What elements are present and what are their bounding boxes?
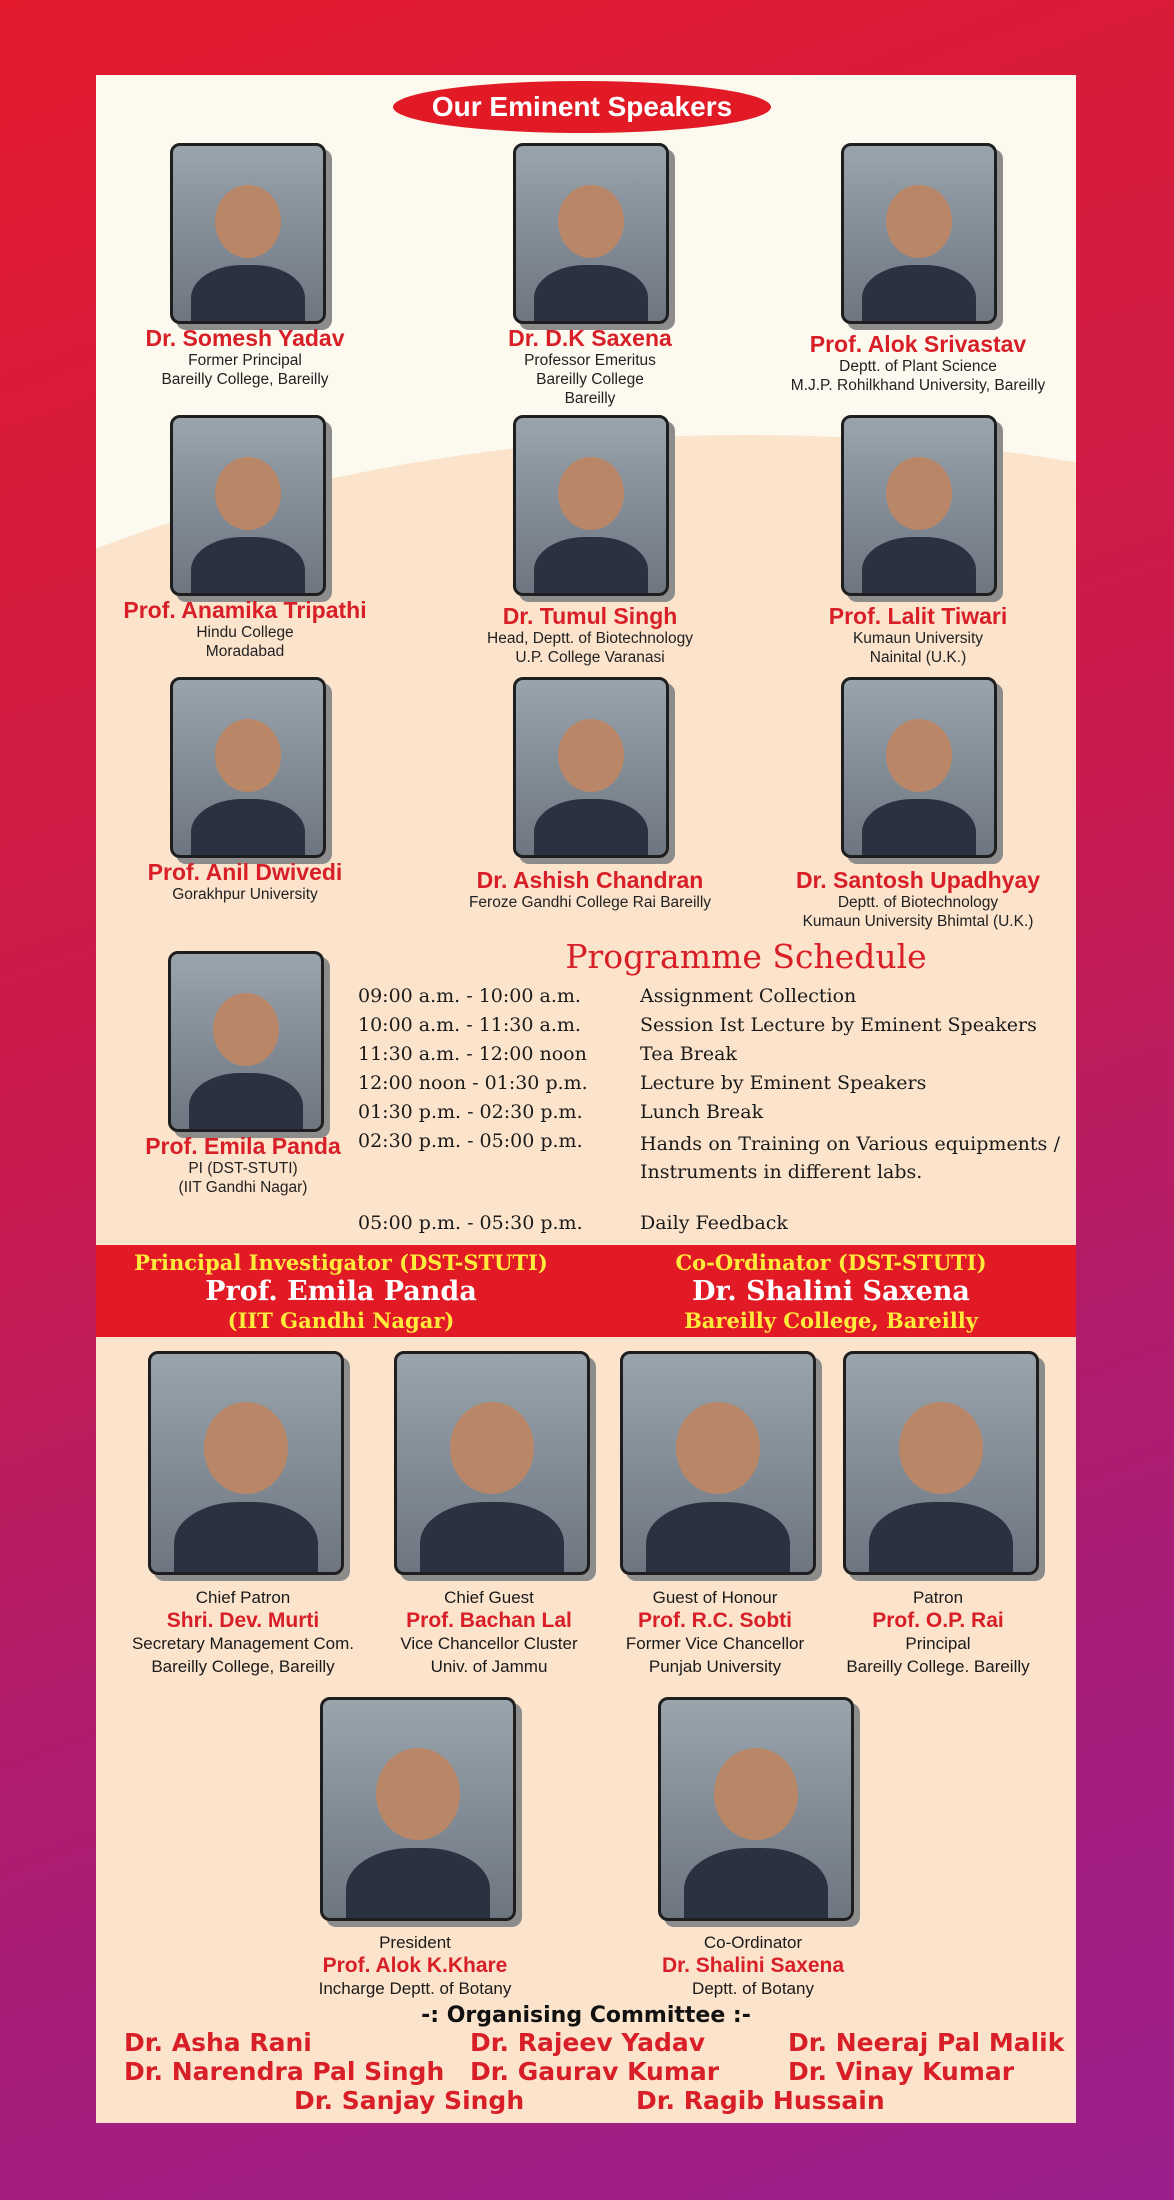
schedule-title: Programme Schedule	[565, 937, 927, 976]
patron-photo	[320, 1697, 516, 1921]
speaker-detail: Professor Emeritus	[524, 352, 656, 369]
speaker-card	[430, 603, 750, 667]
schedule-time: 11:30 a.m. - 12:00 noon	[358, 1043, 587, 1065]
speaker-name: Prof. Lalit Tiwari	[828, 603, 1008, 629]
schedule-activity: Lunch Break	[640, 1101, 764, 1123]
patron-detail: Former Vice Chancellor	[625, 1634, 805, 1653]
patron-card	[823, 1586, 1053, 1678]
speaker-name: Dr. Ashish Chandran	[476, 867, 704, 893]
speaker-photo	[513, 143, 669, 324]
speaker-detail: Gorakhpur University	[172, 886, 318, 903]
pi-org: (IIT Gandhi Nagar)	[227, 1308, 455, 1333]
speaker-detail: (IIT Gandhi Nagar)	[178, 1179, 308, 1196]
committee-member: Dr. Narendra Pal Singh	[124, 2057, 445, 2086]
speaker-card	[758, 331, 1076, 395]
patron-card	[623, 1931, 883, 2000]
co-ordinator	[586, 1249, 1076, 1334]
patron-detail: Bareilly College, Bareilly	[151, 1657, 335, 1676]
schedule-activity: Hands on Training on Various equipments / Instruments in different labs.	[640, 1133, 1060, 1183]
speaker-card	[758, 867, 1076, 931]
speaker-detail: Feroze Gandhi College Rai Bareilly	[468, 894, 712, 911]
speaker-name: Prof. Anil Dwivedi	[147, 859, 343, 885]
patron-photo	[620, 1351, 816, 1575]
speaker-detail: Nainital (U.K.)	[869, 649, 967, 666]
speaker-photo	[168, 951, 324, 1132]
committee-member: Dr. Asha Rani	[124, 2028, 312, 2057]
coordinator-name: Dr. Shalini Saxena	[692, 1276, 970, 1307]
pi-name: Prof. Emila Panda	[205, 1276, 477, 1307]
speaker-photo	[513, 415, 669, 596]
schedule-activity: Tea Break	[640, 1043, 737, 1065]
eminent-speakers-heading: Our Eminent Speakers	[393, 81, 771, 133]
speaker-detail: PI (DST-STUTI)	[188, 1160, 298, 1177]
committee-member: Dr. Neeraj Pal Malik	[788, 2028, 1065, 2057]
patron-name: Prof. R.C. Sobti	[638, 1609, 792, 1632]
coordinator-role: Co-Ordinator (DST-STUTI)	[675, 1250, 987, 1275]
speaker-detail: Deptt. of Biotechnology	[837, 894, 999, 911]
speaker-card	[430, 867, 750, 912]
committee-member: Dr. Rajeev Yadav	[470, 2028, 706, 2057]
schedule-time: 10:00 a.m. - 11:30 a.m.	[358, 1014, 581, 1036]
speaker-photo	[841, 143, 997, 324]
patron-card	[600, 1586, 830, 1678]
patron-detail: Secretary Management Com.	[131, 1634, 355, 1653]
speaker-detail: Kumaun University Bhimtal (U.K.)	[802, 913, 1034, 930]
schedule-time: 12:00 noon - 01:30 p.m.	[358, 1072, 588, 1094]
speaker-name: Prof. Anamika Tripathi	[123, 597, 367, 623]
schedule-time: 02:30 p.m. - 05:00 p.m.	[358, 1130, 583, 1152]
speaker-detail: Bareilly College, Bareilly	[161, 371, 329, 388]
patron-name: Prof. O.P. Rai	[872, 1609, 1004, 1632]
patron-name: Prof. Alok K.Khare	[322, 1954, 508, 1977]
speaker-card	[96, 1133, 403, 1197]
committee-title: -: Organising Committee :-	[421, 2003, 751, 2028]
speaker-detail: U.P. College Varanasi	[515, 649, 665, 666]
investigator-band	[96, 1245, 1076, 1337]
schedule-activity: Lecture by Eminent Speakers	[640, 1072, 927, 1094]
speaker-detail: Bareilly College	[536, 371, 644, 388]
speaker-card	[96, 597, 405, 661]
speaker-photo	[170, 143, 326, 324]
speaker-photo	[841, 415, 997, 596]
speaker-card	[758, 603, 1076, 667]
speaker-photo	[841, 677, 997, 858]
poster-panel	[96, 75, 1076, 2123]
speaker-card	[96, 859, 405, 904]
speaker-detail: Former Principal	[188, 352, 302, 369]
patron-role: Chief Patron	[195, 1588, 291, 1607]
patron-role: Guest of Honour	[652, 1588, 778, 1607]
patron-role: Patron	[912, 1588, 964, 1607]
patron-detail: Incharge Deptt. of Botany	[318, 1979, 512, 1998]
patron-photo	[843, 1351, 1039, 1575]
speaker-name: Dr. Somesh Yadav	[145, 325, 345, 351]
patron-role: Chief Guest	[444, 1588, 534, 1607]
principal-investigator	[96, 1249, 586, 1334]
speaker-detail: Kumaun University	[852, 630, 984, 647]
speaker-photo	[513, 677, 669, 858]
speaker-name: Dr. D.K Saxena	[508, 325, 672, 351]
committee-member: Dr. Gaurav Kumar	[470, 2057, 720, 2086]
committee-member: Dr. Vinay Kumar	[788, 2057, 1015, 2086]
pi-role: Principal Investigator (DST-STUTI)	[134, 1250, 548, 1275]
speaker-detail: Deptt. of Plant Science	[839, 358, 997, 375]
speaker-name: Dr. Santosh Upadhyay	[795, 867, 1041, 893]
patron-role: Co-Ordinator	[703, 1933, 803, 1952]
schedule-activity: Session Ist Lecture by Eminent Speakers	[640, 1014, 1037, 1036]
speaker-name: Prof. Alok Srivastav	[809, 331, 1027, 357]
committee-member: Dr. Ragib Hussain	[636, 2086, 885, 2115]
schedule-activity: Assignment Collection	[640, 985, 857, 1007]
patron-photo	[394, 1351, 590, 1575]
speaker-name: Prof. Emila Panda	[145, 1133, 341, 1159]
speaker-detail: Hindu College	[196, 624, 294, 641]
speaker-name: Dr. Tumul Singh	[502, 603, 678, 629]
patron-card	[285, 1931, 545, 2000]
patron-card	[128, 1586, 358, 1678]
speaker-detail: Head, Deptt. of Biotechnology	[487, 630, 693, 647]
schedule-activity: Daily Feedback	[640, 1212, 788, 1234]
patron-detail: Punjab University	[648, 1657, 782, 1676]
patron-name: Shri. Dev. Murti	[166, 1609, 320, 1632]
patron-detail: Vice Chancellor Cluster	[400, 1634, 578, 1653]
schedule-time: 01:30 p.m. - 02:30 p.m.	[358, 1101, 583, 1123]
coordinator-org: Bareilly College, Bareilly	[684, 1308, 978, 1333]
patron-name: Prof. Bachan Lal	[406, 1609, 572, 1632]
patron-detail: Bareilly College. Bareilly	[846, 1657, 1030, 1676]
speaker-card	[430, 325, 750, 408]
patron-name: Dr. Shalini Saxena	[661, 1954, 845, 1977]
speaker-card	[96, 325, 405, 389]
patron-photo	[658, 1697, 854, 1921]
speaker-photo	[170, 415, 326, 596]
speaker-photo	[170, 677, 326, 858]
patron-card	[374, 1586, 604, 1678]
patron-detail: Principal	[905, 1634, 971, 1653]
speaker-detail: Moradabad	[205, 643, 285, 660]
patron-role: President	[379, 1933, 451, 1952]
schedule-time: 09:00 a.m. - 10:00 a.m.	[358, 985, 581, 1007]
patron-detail: Univ. of Jammu	[430, 1657, 548, 1676]
committee-member: Dr. Sanjay Singh	[294, 2086, 525, 2115]
patron-detail: Deptt. of Botany	[692, 1979, 814, 1998]
patron-photo	[148, 1351, 344, 1575]
schedule-time: 05:00 p.m. - 05:30 p.m.	[358, 1212, 583, 1234]
speaker-detail: M.J.P. Rohilkhand University, Bareilly	[790, 377, 1046, 394]
speaker-detail: Bareilly	[564, 390, 616, 407]
